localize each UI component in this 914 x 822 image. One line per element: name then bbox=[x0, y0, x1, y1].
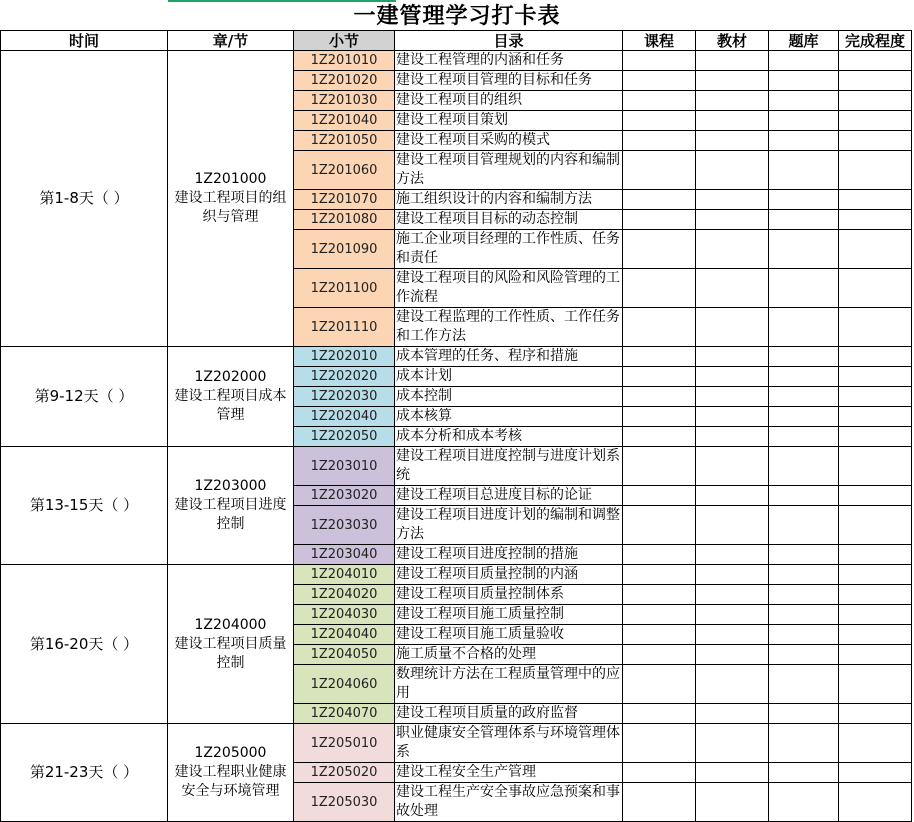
textbook-cell[interactable] bbox=[696, 91, 769, 111]
topic-cell[interactable]: 成本管理的任务、程序和措施 bbox=[395, 347, 623, 367]
completion-cell[interactable] bbox=[839, 347, 912, 367]
topic-cell[interactable]: 建设工程项目质量控制体系 bbox=[395, 585, 623, 605]
question-bank-cell[interactable] bbox=[769, 545, 839, 565]
course-cell[interactable] bbox=[623, 427, 696, 447]
course-cell[interactable] bbox=[623, 387, 696, 407]
completion-cell[interactable] bbox=[839, 486, 912, 506]
section-code-cell[interactable]: 1Z201040 bbox=[294, 111, 395, 131]
completion-cell[interactable] bbox=[839, 625, 912, 645]
textbook-cell[interactable] bbox=[696, 131, 769, 151]
section-code-cell[interactable]: 1Z204050 bbox=[294, 645, 395, 665]
section-code-cell[interactable]: 1Z204010 bbox=[294, 565, 395, 585]
topic-cell[interactable]: 建设工程项目采购的模式 bbox=[395, 131, 623, 151]
header-textbook[interactable]: 教材 bbox=[696, 31, 769, 51]
textbook-cell[interactable] bbox=[696, 190, 769, 210]
question-bank-cell[interactable] bbox=[769, 704, 839, 724]
textbook-cell[interactable] bbox=[696, 605, 769, 625]
chapter-code: 1Z201000 bbox=[194, 171, 267, 187]
question-bank-cell[interactable] bbox=[769, 308, 839, 347]
section-code-cell[interactable]: 1Z203040 bbox=[294, 545, 395, 565]
topic-cell[interactable]: 建设工程项目进度控制与进度计划系统 bbox=[395, 447, 623, 486]
topic-cell[interactable]: 建设工程项目总进度目标的论证 bbox=[395, 486, 623, 506]
chapter-name: 建设工程项目进度控制 bbox=[174, 497, 287, 532]
question-bank-cell[interactable] bbox=[769, 210, 839, 230]
section-code-cell[interactable]: 1Z201020 bbox=[294, 71, 395, 91]
question-bank-cell[interactable] bbox=[769, 407, 839, 427]
topic-cell[interactable]: 建设工程项目质量控制的内涵 bbox=[395, 565, 623, 585]
completion-cell[interactable] bbox=[839, 783, 912, 822]
chapter-name: 建设工程职业健康安全与环境管理 bbox=[174, 764, 287, 799]
header-time[interactable]: 时间 bbox=[1, 31, 168, 51]
header-chapter[interactable]: 章/节 bbox=[168, 31, 294, 51]
question-bank-cell[interactable] bbox=[769, 111, 839, 131]
section-code-cell[interactable]: 1Z204040 bbox=[294, 625, 395, 645]
completion-cell[interactable] bbox=[839, 763, 912, 783]
topic-cell[interactable]: 施工企业项目经理的工作性质、任务和责任 bbox=[395, 230, 623, 269]
section-code-cell[interactable]: 1Z201090 bbox=[294, 230, 395, 269]
chapter-code: 1Z203000 bbox=[194, 478, 267, 494]
chapter-cell[interactable] bbox=[168, 347, 294, 447]
topic-cell[interactable]: 建设工程项目管理的目标和任务 bbox=[395, 71, 623, 91]
course-cell[interactable] bbox=[623, 269, 696, 308]
question-bank-cell[interactable] bbox=[769, 269, 839, 308]
textbook-cell[interactable] bbox=[696, 230, 769, 269]
header-question-bank[interactable]: 题库 bbox=[769, 31, 839, 51]
table-row bbox=[1, 447, 912, 486]
sheet-title: 一建管理学习打卡表 bbox=[353, 3, 561, 29]
topic-cell[interactable]: 建设工程项目的风险和风险管理的工作流程 bbox=[395, 269, 623, 308]
question-bank-cell[interactable] bbox=[769, 565, 839, 585]
question-bank-cell[interactable] bbox=[769, 131, 839, 151]
textbook-cell[interactable] bbox=[696, 665, 769, 704]
question-bank-cell[interactable] bbox=[769, 585, 839, 605]
question-bank-cell[interactable] bbox=[769, 605, 839, 625]
textbook-cell[interactable] bbox=[696, 486, 769, 506]
textbook-cell[interactable] bbox=[696, 407, 769, 427]
section-code-cell[interactable]: 1Z205010 bbox=[294, 724, 395, 763]
question-bank-cell[interactable] bbox=[769, 763, 839, 783]
course-cell[interactable] bbox=[623, 407, 696, 427]
question-bank-cell[interactable] bbox=[769, 387, 839, 407]
question-bank-cell[interactable] bbox=[769, 347, 839, 367]
chapter-code: 1Z202000 bbox=[194, 369, 267, 385]
question-bank-cell[interactable] bbox=[769, 447, 839, 486]
section-code-cell[interactable]: 1Z201030 bbox=[294, 91, 395, 111]
section-code-cell[interactable]: 1Z204020 bbox=[294, 585, 395, 605]
chapter-name: 建设工程项目质量控制 bbox=[174, 635, 287, 671]
completion-cell[interactable] bbox=[839, 111, 912, 131]
section-code-cell[interactable]: 1Z201110 bbox=[294, 308, 395, 347]
header-row bbox=[1, 31, 912, 51]
question-bank-cell[interactable] bbox=[769, 783, 839, 822]
section-code-cell[interactable]: 1Z202010 bbox=[294, 347, 395, 367]
textbook-cell[interactable] bbox=[696, 210, 769, 230]
section-code-cell[interactable]: 1Z201080 bbox=[294, 210, 395, 230]
textbook-cell[interactable] bbox=[696, 763, 769, 783]
completion-cell[interactable] bbox=[839, 704, 912, 724]
topic-cell[interactable]: 职业健康安全管理体系与环境管理体系 bbox=[395, 724, 623, 763]
question-bank-cell[interactable] bbox=[769, 190, 839, 210]
completion-cell[interactable] bbox=[839, 210, 912, 230]
topic-cell[interactable]: 建设工程管理的内涵和任务 bbox=[395, 51, 623, 71]
section-code-cell[interactable]: 1Z204060 bbox=[294, 665, 395, 704]
question-bank-cell[interactable] bbox=[769, 645, 839, 665]
course-cell[interactable] bbox=[623, 71, 696, 91]
course-cell[interactable] bbox=[623, 210, 696, 230]
course-cell[interactable] bbox=[623, 111, 696, 131]
section-code-cell[interactable]: 1Z202020 bbox=[294, 367, 395, 387]
section-code-cell[interactable]: 1Z201070 bbox=[294, 190, 395, 210]
completion-cell[interactable] bbox=[839, 367, 912, 387]
chapter-cell[interactable] bbox=[168, 724, 294, 822]
section-code-cell[interactable]: 1Z203030 bbox=[294, 506, 395, 545]
course-cell[interactable] bbox=[623, 645, 696, 665]
course-cell[interactable] bbox=[623, 347, 696, 367]
checkin-table bbox=[0, 30, 912, 822]
section-code-cell[interactable]: 1Z203010 bbox=[294, 447, 395, 486]
completion-cell[interactable] bbox=[839, 269, 912, 308]
topic-cell[interactable]: 建设工程项目质量的政府监督 bbox=[395, 704, 623, 724]
chapter-name: 建设工程项目的组织与管理 bbox=[174, 190, 287, 225]
textbook-cell[interactable] bbox=[696, 565, 769, 585]
section-code-cell[interactable]: 1Z201050 bbox=[294, 131, 395, 151]
topic-cell[interactable]: 建设工程项目进度计划的编制和调整方法 bbox=[395, 506, 623, 545]
textbook-cell[interactable] bbox=[696, 545, 769, 565]
topic-cell[interactable]: 数理统计方法在工程质量管理中的应用 bbox=[395, 665, 623, 704]
completion-cell[interactable] bbox=[839, 407, 912, 427]
course-cell[interactable] bbox=[623, 131, 696, 151]
completion-cell[interactable] bbox=[839, 545, 912, 565]
section-code-cell[interactable]: 1Z201060 bbox=[294, 151, 395, 190]
textbook-cell[interactable] bbox=[696, 51, 769, 71]
table-row bbox=[1, 724, 912, 763]
topic-cell[interactable]: 施工质量不合格的处理 bbox=[395, 645, 623, 665]
textbook-cell[interactable] bbox=[696, 151, 769, 190]
topic-cell[interactable]: 成本控制 bbox=[395, 387, 623, 407]
course-cell[interactable] bbox=[623, 763, 696, 783]
chapter-cell[interactable] bbox=[168, 447, 294, 565]
topic-cell[interactable]: 建设工程安全生产管理 bbox=[395, 763, 623, 783]
topic-cell[interactable]: 建设工程项目管理规划的内容和编制方法 bbox=[395, 151, 623, 190]
completion-cell[interactable] bbox=[839, 71, 912, 91]
textbook-cell[interactable] bbox=[696, 111, 769, 131]
course-cell[interactable] bbox=[623, 367, 696, 387]
question-bank-cell[interactable] bbox=[769, 151, 839, 190]
completion-cell[interactable] bbox=[839, 51, 912, 71]
question-bank-cell[interactable] bbox=[769, 230, 839, 269]
day-range-cell[interactable]: 第13-15天（ ） bbox=[1, 447, 168, 565]
course-cell[interactable] bbox=[623, 486, 696, 506]
section-code-cell[interactable]: 1Z202040 bbox=[294, 407, 395, 427]
question-bank-cell[interactable] bbox=[769, 506, 839, 545]
completion-cell[interactable] bbox=[839, 387, 912, 407]
question-bank-cell[interactable] bbox=[769, 427, 839, 447]
completion-cell[interactable] bbox=[839, 665, 912, 704]
completion-cell[interactable] bbox=[839, 565, 912, 585]
topic-cell[interactable]: 成本核算 bbox=[395, 407, 623, 427]
section-code-cell[interactable]: 1Z205020 bbox=[294, 763, 395, 783]
textbook-cell[interactable] bbox=[696, 367, 769, 387]
topic-cell[interactable]: 施工组织设计的内容和编制方法 bbox=[395, 190, 623, 210]
topic-cell[interactable]: 成本分析和成本考核 bbox=[395, 427, 623, 447]
section-code-cell[interactable]: 1Z201010 bbox=[294, 51, 395, 71]
table-row bbox=[1, 51, 912, 71]
completion-cell[interactable] bbox=[839, 506, 912, 545]
completion-cell[interactable] bbox=[839, 308, 912, 347]
topic-cell[interactable]: 建设工程项目进度控制的措施 bbox=[395, 545, 623, 565]
question-bank-cell[interactable] bbox=[769, 486, 839, 506]
question-bank-cell[interactable] bbox=[769, 367, 839, 387]
section-code-cell[interactable]: 1Z204030 bbox=[294, 605, 395, 625]
textbook-cell[interactable] bbox=[696, 269, 769, 308]
completion-cell[interactable] bbox=[839, 447, 912, 486]
topic-cell[interactable]: 建设工程项目策划 bbox=[395, 111, 623, 131]
course-cell[interactable] bbox=[623, 190, 696, 210]
textbook-cell[interactable] bbox=[696, 645, 769, 665]
course-cell[interactable] bbox=[623, 308, 696, 347]
course-cell[interactable] bbox=[623, 783, 696, 822]
chapter-name: 建设工程项目成本管理 bbox=[174, 388, 287, 423]
topic-cell[interactable]: 建设工程项目施工质量验收 bbox=[395, 625, 623, 645]
day-range-cell[interactable]: 第21-23天（ ） bbox=[1, 724, 168, 822]
topic-cell[interactable]: 建设工程监理的工作性质、工作任务和工作方法 bbox=[395, 308, 623, 347]
course-cell[interactable] bbox=[623, 704, 696, 724]
completion-cell[interactable] bbox=[839, 585, 912, 605]
completion-cell[interactable] bbox=[839, 230, 912, 269]
course-cell[interactable] bbox=[623, 545, 696, 565]
course-cell[interactable] bbox=[623, 665, 696, 704]
textbook-cell[interactable] bbox=[696, 347, 769, 367]
topic-cell[interactable]: 建设工程项目施工质量控制 bbox=[395, 605, 623, 625]
topic-cell[interactable]: 成本计划 bbox=[395, 367, 623, 387]
section-code-cell[interactable]: 1Z201100 bbox=[294, 269, 395, 308]
textbook-cell[interactable] bbox=[696, 704, 769, 724]
textbook-cell[interactable] bbox=[696, 447, 769, 486]
question-bank-cell[interactable] bbox=[769, 665, 839, 704]
course-cell[interactable] bbox=[623, 605, 696, 625]
textbook-cell[interactable] bbox=[696, 585, 769, 605]
course-cell[interactable] bbox=[623, 151, 696, 190]
chapter-code: 1Z205000 bbox=[194, 745, 267, 761]
completion-cell[interactable] bbox=[839, 645, 912, 665]
header-catalog[interactable]: 目录 bbox=[395, 31, 623, 51]
day-range-cell[interactable]: 第1-8天（ ） bbox=[1, 51, 168, 347]
textbook-cell[interactable] bbox=[696, 308, 769, 347]
question-bank-cell[interactable] bbox=[769, 71, 839, 91]
course-cell[interactable] bbox=[623, 506, 696, 545]
textbook-cell[interactable] bbox=[696, 783, 769, 822]
completion-cell[interactable] bbox=[839, 91, 912, 111]
textbook-cell[interactable] bbox=[696, 387, 769, 407]
textbook-cell[interactable] bbox=[696, 724, 769, 763]
completion-cell[interactable] bbox=[839, 427, 912, 447]
completion-cell[interactable] bbox=[839, 131, 912, 151]
course-cell[interactable] bbox=[623, 447, 696, 486]
completion-cell[interactable] bbox=[839, 151, 912, 190]
course-cell[interactable] bbox=[623, 565, 696, 585]
topic-cell[interactable]: 建设工程项目目标的动态控制 bbox=[395, 210, 623, 230]
topic-cell[interactable]: 建设工程生产安全事故应急预案和事故处理 bbox=[395, 783, 623, 822]
table-row bbox=[1, 565, 912, 585]
textbook-cell[interactable] bbox=[696, 71, 769, 91]
question-bank-cell[interactable] bbox=[769, 724, 839, 763]
section-code-cell[interactable]: 1Z205030 bbox=[294, 783, 395, 822]
header-course[interactable]: 课程 bbox=[623, 31, 696, 51]
course-cell[interactable] bbox=[623, 51, 696, 71]
chapter-cell[interactable] bbox=[168, 51, 294, 347]
section-code-cell[interactable]: 1Z202030 bbox=[294, 387, 395, 407]
question-bank-cell[interactable] bbox=[769, 625, 839, 645]
header-completion[interactable]: 完成程度 bbox=[839, 31, 912, 51]
textbook-cell[interactable] bbox=[696, 427, 769, 447]
completion-cell[interactable] bbox=[839, 605, 912, 625]
section-code-cell[interactable]: 1Z203020 bbox=[294, 486, 395, 506]
table-body bbox=[1, 51, 912, 822]
course-cell[interactable] bbox=[623, 585, 696, 605]
course-cell[interactable] bbox=[623, 724, 696, 763]
day-range-cell[interactable]: 第9-12天（ ） bbox=[1, 347, 168, 447]
question-bank-cell[interactable] bbox=[769, 51, 839, 71]
completion-cell[interactable] bbox=[839, 190, 912, 210]
header-section[interactable]: 小节 bbox=[294, 31, 395, 51]
chapter-cell[interactable] bbox=[168, 565, 294, 724]
completion-cell[interactable] bbox=[839, 724, 912, 763]
section-code-cell[interactable]: 1Z204070 bbox=[294, 704, 395, 724]
textbook-cell[interactable] bbox=[696, 625, 769, 645]
chapter-code: 1Z204000 bbox=[194, 616, 267, 633]
table-row bbox=[1, 347, 912, 367]
section-code-cell[interactable]: 1Z202050 bbox=[294, 427, 395, 447]
course-cell[interactable] bbox=[623, 625, 696, 645]
course-cell[interactable] bbox=[623, 91, 696, 111]
question-bank-cell[interactable] bbox=[769, 91, 839, 111]
textbook-cell[interactable] bbox=[696, 506, 769, 545]
course-cell[interactable] bbox=[623, 230, 696, 269]
topic-cell[interactable]: 建设工程项目的组织 bbox=[395, 91, 623, 111]
day-range-cell[interactable]: 第16-20天（ ） bbox=[1, 565, 168, 724]
